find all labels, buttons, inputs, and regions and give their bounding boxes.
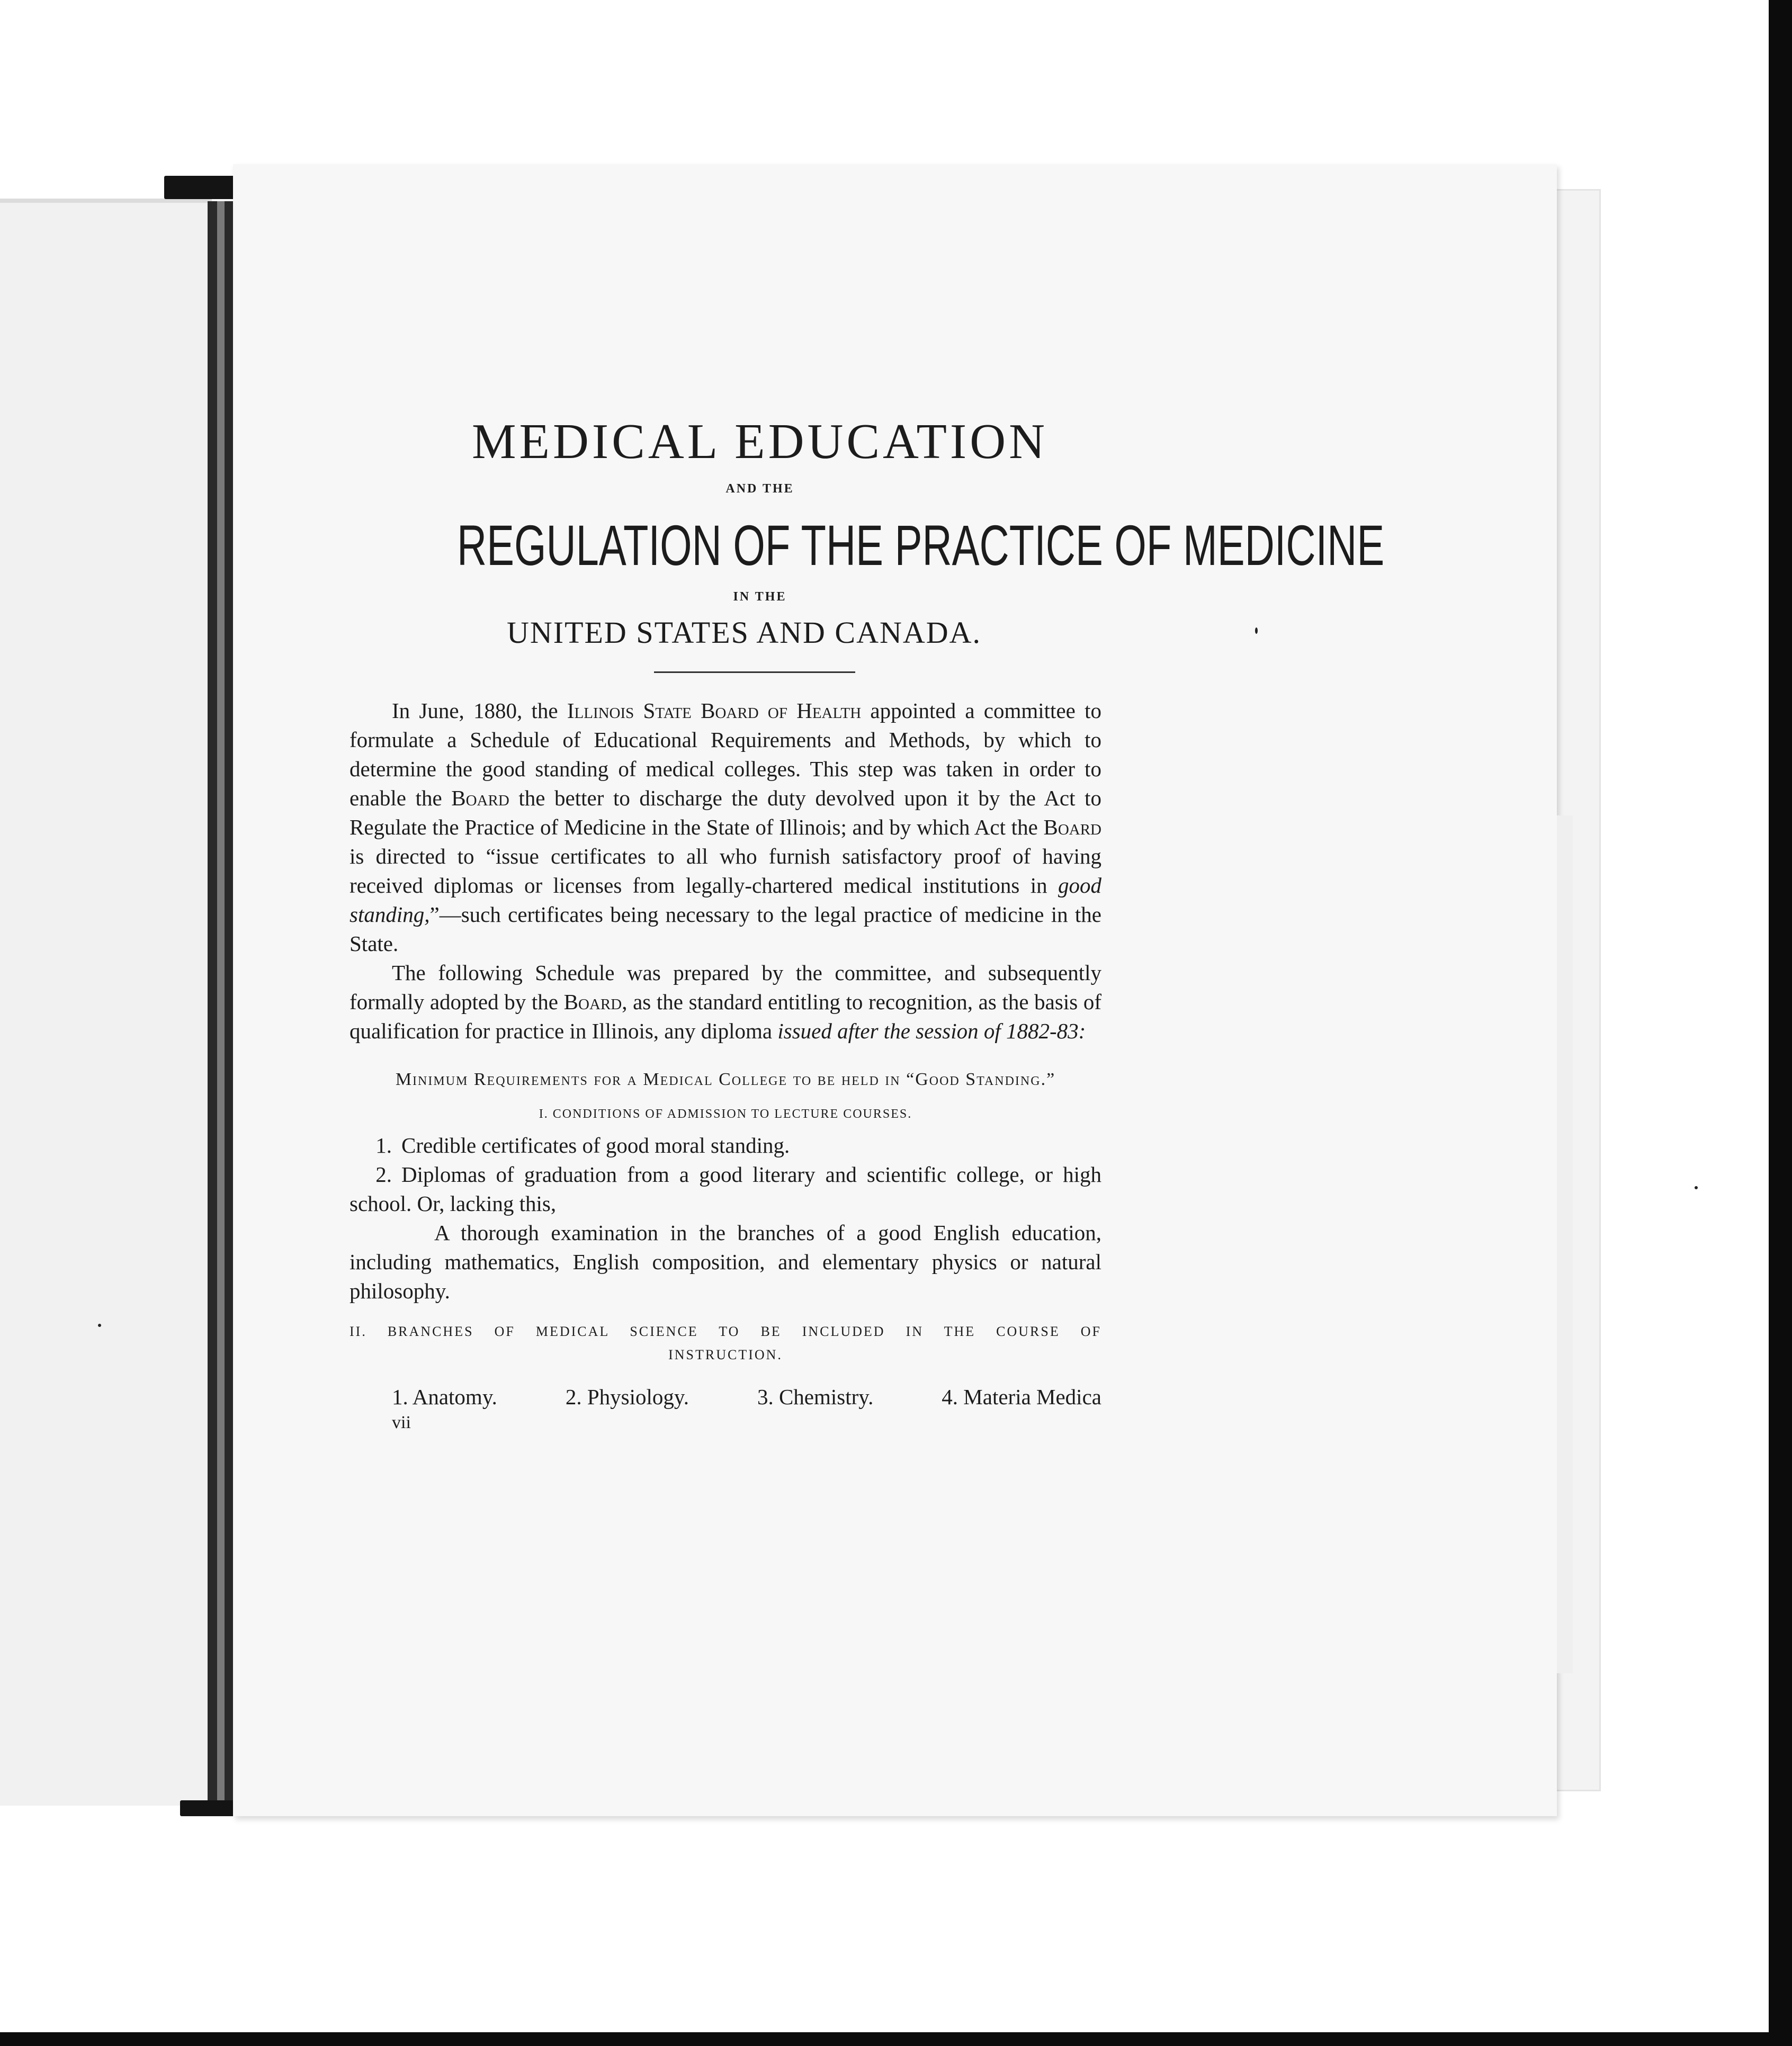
list-text: Diplomas of graduation from a good literary and scientific college, or high school. Or, lacking this, [350,1162,1101,1216]
board-ref: Board [563,990,622,1014]
requirements-heading: Minimum Requirements for a Medical College to be held in “Good Standing.” [395,1070,1056,1089]
page-edge [1557,815,1573,1673]
section-2-heading: II. BRANCHES OF MEDICAL SCIENCE TO BE INCLUDED IN THE COURSE OF [350,1324,1101,1339]
document-body [350,413,1385,1433]
list-item-continuation: A thorough examination in the branches of a good English education, including mathematics, English composition, and elementary physics or natural philosophy. [350,1221,1101,1303]
board-name: Illinois State Board of Health [567,698,862,723]
board-ref: Board [1043,815,1101,839]
second-text-2: , as the standard entitling to recognition, as the basis of qualification for practice in Illinois, any diploma [350,990,1101,1043]
list-number: 1. [375,1133,392,1157]
list-number: 2. [375,1162,392,1187]
intro-text-1: In June, 1880, the [392,698,567,723]
branch-item: 2. Physiology. [565,1385,689,1409]
scan-speck [1695,1186,1698,1189]
intro-text-3: the better to discharge the duty devolved upon it by the Act to Regulate the Practice of Medicine in the State of Illinois; and by which Act the [350,786,1101,839]
scan-border-bottom [0,2032,1792,2046]
session-phrase: issued after the session of 1882-83: [777,1019,1086,1043]
scan-speck [98,1324,101,1327]
book-spine-inner [217,201,225,1811]
second-text-1: The following Schedule was prepared by the committee, and subsequently formally adopted by the [350,961,1101,1014]
title-connector-2: IN THE [733,590,787,604]
branch-item: 4. Materia Medica [942,1385,1101,1409]
section-1-heading: I. CONDITIONS OF ADMISSION TO LECTURE COURSES. [539,1107,912,1121]
branches-list [392,1384,1101,1410]
left-page-shadow [0,199,212,203]
title-line-2: REGULATION OF THE PRACTICE OF MEDICINE [457,513,1385,577]
list-item [350,1131,1101,1160]
title-line-1: MEDICAL EDUCATION [471,414,1049,469]
scan-border-right [1769,0,1792,2046]
title-connector-1: AND THE [725,482,794,496]
page-number: vii [392,1413,411,1432]
list-item [350,1160,1101,1218]
good-standing-phrase: good standing, [350,873,1101,927]
list-text: Credible certificates of good moral standing. [401,1133,790,1157]
board-ref: Board [451,786,509,810]
section-2-heading-cont: INSTRUCTION. [668,1347,783,1362]
title-rule [654,671,855,673]
intro-paragraph [350,696,1101,958]
intro-text-4: is directed to “issue certificates to all who furnish satisfactory proof of having received diplomas or licenses from legally-chartered medical institutions in [350,844,1101,898]
left-page-leaf [0,199,212,1806]
intro-text-2: appointed a committee to formulate a Schedule of Educational Requirements and Methods, by which to determine the good standing of medical colleges. This step was taken in order to enable the [350,698,1101,810]
branch-item: 3. Chemistry. [757,1385,874,1409]
intro-text-5: ”—such certificates being necessary to the legal practice of medicine in the State. [350,902,1101,956]
branch-item: 1. Anatomy. [392,1385,497,1409]
scan-speck [1255,627,1258,634]
second-paragraph [350,958,1101,1046]
title-line-3: UNITED STATES AND CANADA. [506,615,981,650]
